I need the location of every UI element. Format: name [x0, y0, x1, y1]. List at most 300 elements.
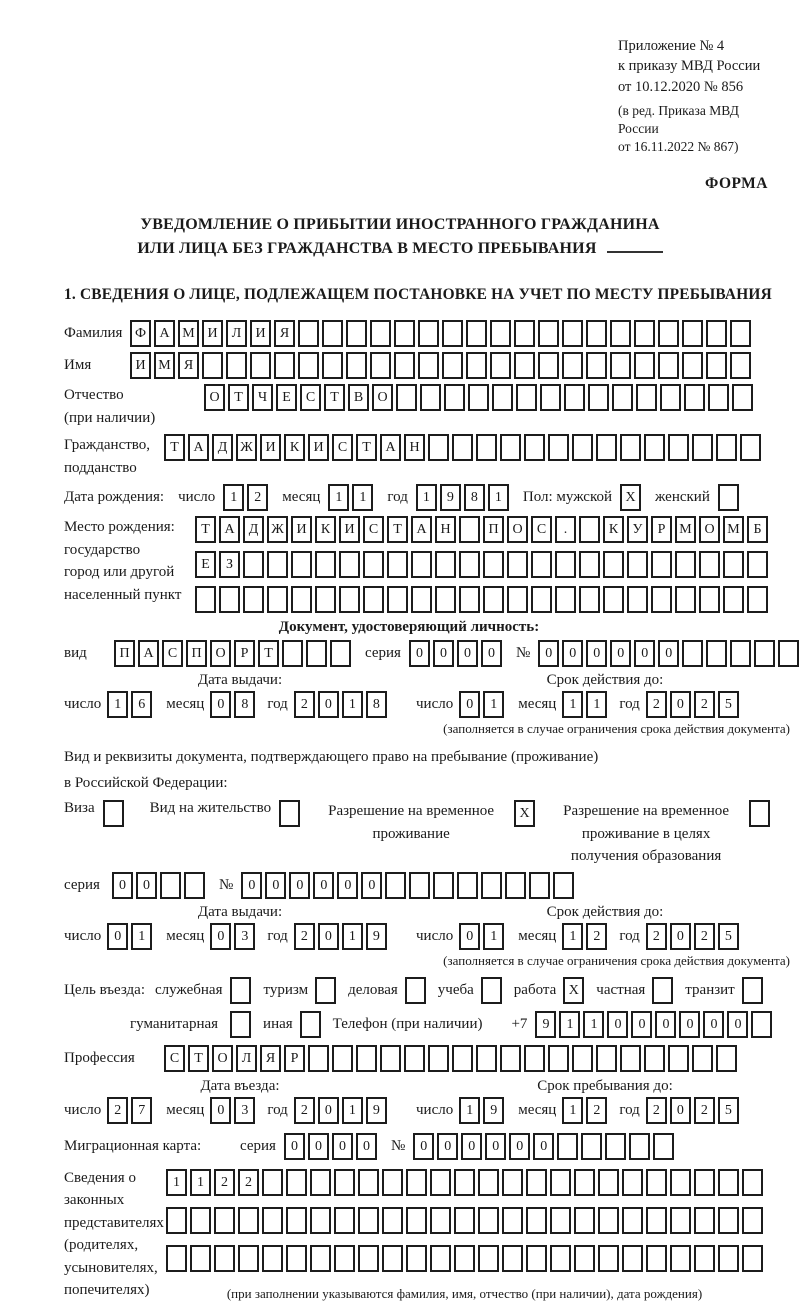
representative-cell[interactable] [598, 1245, 619, 1272]
representative-cell[interactable] [334, 1245, 355, 1272]
given-name-cell[interactable] [562, 352, 583, 379]
purpose-business-checkbox-cell[interactable] [405, 977, 426, 1004]
birth-place-cell[interactable] [195, 586, 216, 613]
citizenship-cell[interactable]: И [308, 434, 329, 461]
doc-series-cell[interactable]: 0 [481, 640, 502, 667]
phone-digit-cell[interactable]: 1 [583, 1011, 604, 1038]
profession-cell[interactable] [668, 1045, 689, 1072]
citizenship-cell[interactable] [428, 434, 449, 461]
representative-cell[interactable] [190, 1245, 211, 1272]
birth-place-cell[interactable] [723, 586, 744, 613]
birth-place-cell[interactable] [627, 586, 648, 613]
representative-cell[interactable] [718, 1169, 739, 1196]
given-name-cell[interactable] [466, 352, 487, 379]
birth-place-cell[interactable] [747, 586, 768, 613]
representative-cell[interactable] [406, 1245, 427, 1272]
phone-digit-cell[interactable]: 0 [703, 1011, 724, 1038]
birth-place-cell[interactable] [219, 586, 240, 613]
surname-cell[interactable] [562, 320, 583, 347]
surname-cell[interactable] [682, 320, 703, 347]
surname-cell[interactable] [346, 320, 367, 347]
representative-cell[interactable] [574, 1169, 595, 1196]
representative-cell[interactable] [478, 1207, 499, 1234]
sex-male-checkbox-cell[interactable]: X [620, 484, 641, 511]
patronymic-cell[interactable] [684, 384, 705, 411]
mig-number-cell[interactable] [653, 1133, 674, 1160]
rvp-number-cell[interactable]: 0 [241, 872, 262, 899]
rvp-expiry-day-cell[interactable]: 0 [459, 923, 480, 950]
rvp-number-cell[interactable]: 0 [361, 872, 382, 899]
representative-cell[interactable] [166, 1207, 187, 1234]
birth-place-cell[interactable] [459, 586, 480, 613]
representative-cell[interactable] [598, 1207, 619, 1234]
representative-cell[interactable] [310, 1207, 331, 1234]
doc-kind-cell[interactable] [306, 640, 327, 667]
representative-cell[interactable]: 1 [190, 1169, 211, 1196]
temp-residence-checkbox-cell[interactable]: X [514, 800, 535, 827]
profession-cell[interactable]: Л [236, 1045, 257, 1072]
mig-number-cell[interactable] [605, 1133, 626, 1160]
doc-kind-cell[interactable]: Т [258, 640, 279, 667]
rvp-number-cell[interactable] [553, 872, 574, 899]
surname-cell[interactable] [418, 320, 439, 347]
purpose-other-checkbox-cell[interactable] [300, 1011, 321, 1038]
representative-cell[interactable] [502, 1245, 523, 1272]
profession-cell[interactable] [572, 1045, 593, 1072]
birth-place-cell[interactable] [699, 586, 720, 613]
citizenship-cell[interactable] [620, 434, 641, 461]
representative-cell[interactable] [646, 1245, 667, 1272]
representative-cell[interactable] [454, 1207, 475, 1234]
rvp-issue-year-cell[interactable]: 0 [318, 923, 339, 950]
citizenship-cell[interactable]: И [260, 434, 281, 461]
mig-number-cell[interactable] [629, 1133, 650, 1160]
citizenship-cell[interactable] [644, 434, 665, 461]
representative-cell[interactable] [646, 1207, 667, 1234]
purpose-humanitarian-checkbox-cell[interactable] [230, 1011, 251, 1038]
birth-place-cell[interactable] [603, 586, 624, 613]
profession-cell[interactable] [332, 1045, 353, 1072]
doc-number-cell[interactable]: 0 [586, 640, 607, 667]
stay-year-cell[interactable]: 0 [670, 1097, 691, 1124]
representative-cell[interactable] [406, 1207, 427, 1234]
birth-place-cell[interactable] [411, 586, 432, 613]
mig-number-cell[interactable]: 0 [437, 1133, 458, 1160]
surname-cell[interactable] [730, 320, 751, 347]
patronymic-cell[interactable]: О [372, 384, 393, 411]
surname-cell[interactable]: Л [226, 320, 247, 347]
birth-place-cell[interactable]: А [219, 516, 240, 543]
surname-cell[interactable] [514, 320, 535, 347]
given-name-cell[interactable] [346, 352, 367, 379]
birth-place-cell[interactable] [579, 551, 600, 578]
representative-cell[interactable] [286, 1207, 307, 1234]
profession-cell[interactable] [548, 1045, 569, 1072]
representative-cell[interactable] [670, 1245, 691, 1272]
birth-day-cell[interactable]: 2 [247, 484, 268, 511]
representative-cell[interactable] [334, 1207, 355, 1234]
rvp-number-cell[interactable] [529, 872, 550, 899]
citizenship-cell[interactable]: Н [404, 434, 425, 461]
citizenship-cell[interactable]: Д [212, 434, 233, 461]
representative-cell[interactable] [742, 1207, 763, 1234]
surname-cell[interactable] [490, 320, 511, 347]
mig-number-cell[interactable]: 0 [413, 1133, 434, 1160]
citizenship-cell[interactable] [572, 434, 593, 461]
surname-cell[interactable] [298, 320, 319, 347]
patronymic-cell[interactable] [732, 384, 753, 411]
mig-number-cell[interactable] [581, 1133, 602, 1160]
birth-place-cell[interactable] [747, 551, 768, 578]
rvp-expiry-year-cell[interactable]: 2 [646, 923, 667, 950]
profession-cell[interactable] [620, 1045, 641, 1072]
rvp-number-cell[interactable]: 0 [265, 872, 286, 899]
id-expiry-month-cell[interactable]: 1 [562, 691, 583, 718]
birth-place-cell[interactable] [531, 586, 552, 613]
given-name-cell[interactable] [370, 352, 391, 379]
rvp-expiry-year-cell[interactable]: 2 [694, 923, 715, 950]
profession-cell[interactable] [476, 1045, 497, 1072]
id-issue-month-cell[interactable]: 0 [210, 691, 231, 718]
doc-kind-cell[interactable]: П [114, 640, 135, 667]
birth-place-cell[interactable] [603, 551, 624, 578]
representative-cell[interactable] [526, 1245, 547, 1272]
citizenship-cell[interactable]: С [332, 434, 353, 461]
birth-place-cell[interactable]: У [627, 516, 648, 543]
profession-cell[interactable]: О [212, 1045, 233, 1072]
representative-cell[interactable]: 1 [166, 1169, 187, 1196]
doc-number-cell[interactable]: 0 [610, 640, 631, 667]
profession-cell[interactable] [380, 1045, 401, 1072]
surname-cell[interactable] [634, 320, 655, 347]
phone-digit-cell[interactable] [751, 1011, 772, 1038]
representative-cell[interactable] [430, 1207, 451, 1234]
rvp-number-cell[interactable] [385, 872, 406, 899]
birth-place-cell[interactable] [723, 551, 744, 578]
birth-place-cell[interactable] [483, 551, 504, 578]
rvp-series-cell[interactable]: 0 [112, 872, 133, 899]
birth-place-cell[interactable]: Д [243, 516, 264, 543]
citizenship-cell[interactable] [692, 434, 713, 461]
birth-place-cell[interactable] [387, 586, 408, 613]
representative-cell[interactable] [190, 1207, 211, 1234]
patronymic-cell[interactable]: О [204, 384, 225, 411]
surname-cell[interactable]: Ф [130, 320, 151, 347]
birth-place-cell[interactable] [555, 551, 576, 578]
id-expiry-year-cell[interactable]: 0 [670, 691, 691, 718]
profession-cell[interactable] [716, 1045, 737, 1072]
phone-digit-cell[interactable]: 9 [535, 1011, 556, 1038]
rvp-issue-year-cell[interactable]: 9 [366, 923, 387, 950]
doc-number-cell[interactable] [730, 640, 751, 667]
id-expiry-day-cell[interactable]: 1 [483, 691, 504, 718]
representative-cell[interactable] [262, 1169, 283, 1196]
entry-day-cell[interactable]: 7 [131, 1097, 152, 1124]
birth-place-cell[interactable] [627, 551, 648, 578]
rvp-number-cell[interactable]: 0 [289, 872, 310, 899]
surname-cell[interactable]: А [154, 320, 175, 347]
rvp-issue-month-cell[interactable]: 0 [210, 923, 231, 950]
representative-cell[interactable] [430, 1169, 451, 1196]
representative-cell[interactable] [358, 1207, 379, 1234]
citizenship-cell[interactable]: Ж [236, 434, 257, 461]
id-expiry-day-cell[interactable]: 0 [459, 691, 480, 718]
rvp-number-cell[interactable] [481, 872, 502, 899]
birth-place-cell[interactable]: С [531, 516, 552, 543]
representative-cell[interactable] [334, 1169, 355, 1196]
birth-place-cell[interactable] [651, 551, 672, 578]
stay-month-cell[interactable]: 1 [562, 1097, 583, 1124]
citizenship-cell[interactable]: Т [164, 434, 185, 461]
representative-cell[interactable] [622, 1169, 643, 1196]
patronymic-cell[interactable] [444, 384, 465, 411]
representative-cell[interactable] [598, 1169, 619, 1196]
profession-cell[interactable] [524, 1045, 545, 1072]
birth-place-cell[interactable]: М [675, 516, 696, 543]
citizenship-cell[interactable]: А [380, 434, 401, 461]
representative-cell[interactable] [526, 1169, 547, 1196]
birth-place-cell[interactable] [459, 516, 480, 543]
purpose-official-checkbox-cell[interactable] [230, 977, 251, 1004]
profession-cell[interactable] [644, 1045, 665, 1072]
phone-digit-cell[interactable]: 0 [655, 1011, 676, 1038]
given-name-cell[interactable] [250, 352, 271, 379]
birth-place-cell[interactable] [315, 551, 336, 578]
representative-cell[interactable]: 2 [214, 1169, 235, 1196]
citizenship-cell[interactable]: К [284, 434, 305, 461]
profession-cell[interactable] [452, 1045, 473, 1072]
representative-cell[interactable] [742, 1169, 763, 1196]
birth-place-cell[interactable]: М [723, 516, 744, 543]
rvp-expiry-year-cell[interactable]: 0 [670, 923, 691, 950]
representative-cell[interactable] [262, 1245, 283, 1272]
surname-cell[interactable] [610, 320, 631, 347]
entry-month-cell[interactable]: 3 [234, 1097, 255, 1124]
birth-place-cell[interactable] [339, 586, 360, 613]
id-issue-year-cell[interactable]: 8 [366, 691, 387, 718]
birth-day-cell[interactable]: 1 [223, 484, 244, 511]
given-name-cell[interactable] [634, 352, 655, 379]
birth-place-cell[interactable]: О [699, 516, 720, 543]
given-name-cell[interactable] [442, 352, 463, 379]
rvp-expiry-month-cell[interactable]: 2 [586, 923, 607, 950]
purpose-transit-checkbox-cell[interactable] [742, 977, 763, 1004]
representative-cell[interactable] [382, 1245, 403, 1272]
rvp-issue-day-cell[interactable]: 0 [107, 923, 128, 950]
doc-number-cell[interactable]: 0 [562, 640, 583, 667]
doc-number-cell[interactable] [754, 640, 775, 667]
profession-cell[interactable]: Р [284, 1045, 305, 1072]
mig-number-cell[interactable]: 0 [485, 1133, 506, 1160]
citizenship-cell[interactable] [476, 434, 497, 461]
mig-series-cell[interactable]: 0 [332, 1133, 353, 1160]
profession-cell[interactable] [404, 1045, 425, 1072]
representative-cell[interactable] [238, 1207, 259, 1234]
representative-cell[interactable] [310, 1169, 331, 1196]
profession-cell[interactable] [308, 1045, 329, 1072]
representative-cell[interactable] [454, 1245, 475, 1272]
given-name-cell[interactable] [322, 352, 343, 379]
birth-place-cell[interactable] [291, 551, 312, 578]
rvp-number-cell[interactable] [409, 872, 430, 899]
doc-kind-cell[interactable]: А [138, 640, 159, 667]
surname-cell[interactable]: И [202, 320, 223, 347]
purpose-study-checkbox-cell[interactable] [481, 977, 502, 1004]
rvp-expiry-year-cell[interactable]: 5 [718, 923, 739, 950]
rvp-series-cell[interactable]: 0 [136, 872, 157, 899]
birth-year-cell[interactable]: 1 [416, 484, 437, 511]
birth-place-cell[interactable] [387, 551, 408, 578]
birth-place-cell[interactable] [675, 551, 696, 578]
representative-cell[interactable] [454, 1169, 475, 1196]
mig-series-cell[interactable]: 0 [356, 1133, 377, 1160]
surname-cell[interactable] [538, 320, 559, 347]
entry-year-cell[interactable]: 2 [294, 1097, 315, 1124]
representative-cell[interactable] [670, 1207, 691, 1234]
patronymic-cell[interactable] [420, 384, 441, 411]
representative-cell[interactable] [550, 1207, 571, 1234]
birth-place-cell[interactable]: Ж [267, 516, 288, 543]
entry-year-cell[interactable]: 0 [318, 1097, 339, 1124]
representative-cell[interactable] [694, 1169, 715, 1196]
citizenship-cell[interactable] [716, 434, 737, 461]
representative-cell[interactable] [430, 1245, 451, 1272]
birth-place-cell[interactable] [483, 586, 504, 613]
patronymic-cell[interactable]: В [348, 384, 369, 411]
profession-cell[interactable]: Я [260, 1045, 281, 1072]
mig-series-cell[interactable]: 0 [284, 1133, 305, 1160]
profession-cell[interactable] [500, 1045, 521, 1072]
doc-number-cell[interactable]: 0 [538, 640, 559, 667]
doc-kind-cell[interactable]: Р [234, 640, 255, 667]
birth-place-cell[interactable] [363, 586, 384, 613]
rvp-expiry-day-cell[interactable]: 1 [483, 923, 504, 950]
given-name-cell[interactable] [418, 352, 439, 379]
birth-place-cell[interactable] [435, 586, 456, 613]
representative-cell[interactable] [214, 1245, 235, 1272]
birth-place-cell[interactable] [363, 551, 384, 578]
birth-place-cell[interactable] [411, 551, 432, 578]
birth-place-cell[interactable]: Б [747, 516, 768, 543]
given-name-cell[interactable] [610, 352, 631, 379]
given-name-cell[interactable]: И [130, 352, 151, 379]
doc-series-cell[interactable]: 0 [409, 640, 430, 667]
birth-place-cell[interactable]: И [339, 516, 360, 543]
representative-cell[interactable] [670, 1169, 691, 1196]
birth-place-cell[interactable]: Т [387, 516, 408, 543]
id-expiry-year-cell[interactable]: 2 [694, 691, 715, 718]
given-name-cell[interactable] [682, 352, 703, 379]
birth-place-cell[interactable] [267, 551, 288, 578]
phone-digit-cell[interactable]: 1 [559, 1011, 580, 1038]
birth-place-cell[interactable] [507, 586, 528, 613]
representative-cell[interactable] [574, 1245, 595, 1272]
surname-cell[interactable] [706, 320, 727, 347]
id-issue-month-cell[interactable]: 8 [234, 691, 255, 718]
birth-month-cell[interactable]: 1 [352, 484, 373, 511]
representative-cell[interactable] [502, 1207, 523, 1234]
citizenship-cell[interactable] [524, 434, 545, 461]
rvp-issue-year-cell[interactable]: 2 [294, 923, 315, 950]
patronymic-cell[interactable]: Т [324, 384, 345, 411]
birth-place-cell[interactable] [315, 586, 336, 613]
patronymic-cell[interactable]: Т [228, 384, 249, 411]
citizenship-cell[interactable] [740, 434, 761, 461]
birth-place-cell[interactable] [507, 551, 528, 578]
doc-kind-cell[interactable]: С [162, 640, 183, 667]
given-name-cell[interactable]: Я [178, 352, 199, 379]
representative-cell[interactable] [694, 1207, 715, 1234]
rvp-number-cell[interactable]: 0 [313, 872, 334, 899]
stay-year-cell[interactable]: 2 [646, 1097, 667, 1124]
given-name-cell[interactable] [658, 352, 679, 379]
stay-month-cell[interactable]: 2 [586, 1097, 607, 1124]
citizenship-cell[interactable] [500, 434, 521, 461]
surname-cell[interactable] [586, 320, 607, 347]
profession-cell[interactable]: Т [188, 1045, 209, 1072]
representative-cell[interactable] [478, 1245, 499, 1272]
mig-series-cell[interactable]: 0 [308, 1133, 329, 1160]
id-issue-day-cell[interactable]: 1 [107, 691, 128, 718]
profession-cell[interactable]: С [164, 1045, 185, 1072]
patronymic-cell[interactable] [612, 384, 633, 411]
doc-kind-cell[interactable]: О [210, 640, 231, 667]
stay-year-cell[interactable]: 5 [718, 1097, 739, 1124]
birth-place-cell[interactable]: О [507, 516, 528, 543]
representative-cell[interactable] [646, 1169, 667, 1196]
representative-cell[interactable] [286, 1169, 307, 1196]
patronymic-cell[interactable] [660, 384, 681, 411]
rvp-issue-day-cell[interactable]: 1 [131, 923, 152, 950]
rvp-number-cell[interactable] [457, 872, 478, 899]
mig-number-cell[interactable]: 0 [461, 1133, 482, 1160]
doc-kind-cell[interactable]: П [186, 640, 207, 667]
birth-place-cell[interactable] [267, 586, 288, 613]
purpose-work-checkbox-cell[interactable]: X [563, 977, 584, 1004]
surname-cell[interactable] [322, 320, 343, 347]
profession-cell[interactable] [356, 1045, 377, 1072]
citizenship-cell[interactable]: А [188, 434, 209, 461]
birth-place-cell[interactable]: Е [195, 551, 216, 578]
birth-place-cell[interactable] [651, 586, 672, 613]
entry-year-cell[interactable]: 9 [366, 1097, 387, 1124]
representative-cell[interactable] [406, 1169, 427, 1196]
rvp-expiry-month-cell[interactable]: 1 [562, 923, 583, 950]
birth-place-cell[interactable] [435, 551, 456, 578]
patronymic-cell[interactable] [708, 384, 729, 411]
given-name-cell[interactable] [490, 352, 511, 379]
given-name-cell[interactable] [586, 352, 607, 379]
birth-place-cell[interactable]: . [555, 516, 576, 543]
representative-cell[interactable] [166, 1245, 187, 1272]
mig-number-cell[interactable]: 0 [509, 1133, 530, 1160]
patronymic-cell[interactable] [588, 384, 609, 411]
representative-cell[interactable] [622, 1207, 643, 1234]
visa-checkbox-cell[interactable] [103, 800, 124, 827]
patronymic-cell[interactable] [468, 384, 489, 411]
birth-place-cell[interactable] [555, 586, 576, 613]
surname-cell[interactable]: М [178, 320, 199, 347]
representative-cell[interactable] [358, 1245, 379, 1272]
representative-cell[interactable] [214, 1207, 235, 1234]
given-name-cell[interactable] [706, 352, 727, 379]
patronymic-cell[interactable]: С [300, 384, 321, 411]
patronymic-cell[interactable] [540, 384, 561, 411]
rvp-series-cell[interactable] [184, 872, 205, 899]
patronymic-cell[interactable]: Ч [252, 384, 273, 411]
citizenship-cell[interactable]: Т [356, 434, 377, 461]
given-name-cell[interactable] [538, 352, 559, 379]
